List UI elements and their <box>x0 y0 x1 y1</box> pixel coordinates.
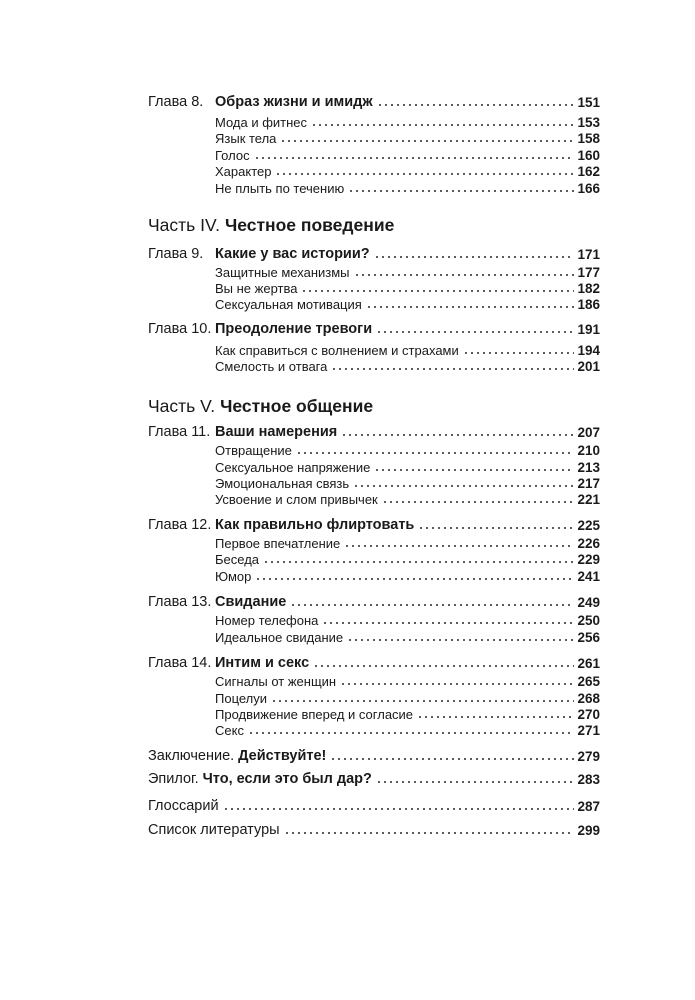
page-number: 153 <box>577 115 600 130</box>
page-number: 241 <box>577 569 600 584</box>
page-number: 249 <box>577 595 600 610</box>
toc-section-entry[interactable] <box>148 178 600 196</box>
toc-chapter-entry[interactable] <box>148 244 600 262</box>
entry-title: Свидание <box>215 594 287 610</box>
page-number: 182 <box>577 281 600 296</box>
entry-title: Сексуальное напряжение <box>215 460 371 475</box>
entry-label <box>148 798 219 814</box>
page-number: 151 <box>577 95 600 110</box>
dot-leader <box>271 700 574 702</box>
entry-label <box>148 246 370 262</box>
page-number: 265 <box>577 674 600 689</box>
dot-leader <box>417 716 574 718</box>
page-number: 256 <box>577 630 600 645</box>
entry-label <box>215 359 327 374</box>
entry-title: Сигналы от женщин <box>215 674 337 689</box>
dot-leader <box>376 781 575 783</box>
dot-leader <box>348 190 574 192</box>
toc-section-entry[interactable] <box>148 627 600 645</box>
entry-title: Вы не жертва <box>215 281 298 296</box>
toc-extra-entry[interactable] <box>148 769 600 787</box>
page-number: 207 <box>577 425 600 440</box>
page-number: 166 <box>577 181 600 196</box>
page-number: 201 <box>577 359 600 374</box>
entry-label <box>148 655 309 671</box>
entry-prefix: Глава 13. <box>148 594 212 610</box>
entry-label <box>148 517 414 533</box>
entry-title: Поцелуи <box>215 691 268 706</box>
toc-section-entry[interactable] <box>148 128 600 146</box>
entry-title: Отвращение <box>215 443 292 458</box>
page-number: 194 <box>577 343 600 358</box>
entry-prefix: Глава 11. <box>148 424 211 440</box>
dot-leader <box>311 124 574 126</box>
page-number: 287 <box>577 799 600 814</box>
entry-label <box>215 131 276 146</box>
entry-title: Защитные механизмы <box>215 265 350 280</box>
entry-title: Секс <box>215 723 244 738</box>
page-number: 213 <box>577 460 600 475</box>
toc-section-entry[interactable] <box>148 356 600 374</box>
dot-leader <box>313 665 574 667</box>
toc-chapter-entry[interactable] <box>148 422 600 440</box>
page-number: 221 <box>577 492 600 507</box>
dot-leader <box>463 352 575 354</box>
page-number: 210 <box>577 443 600 458</box>
entry-label <box>215 164 271 179</box>
toc-section-entry[interactable] <box>148 294 600 312</box>
dot-leader <box>377 104 575 106</box>
dot-leader <box>275 173 574 175</box>
entry-label <box>148 321 372 337</box>
dot-leader <box>255 578 574 580</box>
entry-title: Характер <box>215 164 272 179</box>
entry-title: Продвижение вперед и согласие <box>215 707 414 722</box>
dot-leader <box>418 527 574 529</box>
dot-leader <box>223 808 575 810</box>
entry-title: Преодоление тревоги <box>215 321 373 337</box>
toc-extra-entry[interactable] <box>148 746 600 764</box>
entry-label <box>215 630 343 645</box>
page-number: 271 <box>577 723 600 738</box>
page-number: 191 <box>577 322 600 337</box>
page-number: 217 <box>577 476 600 491</box>
dot-leader <box>353 485 574 487</box>
entry-title: Интим и секс <box>215 655 310 671</box>
dot-leader <box>341 434 574 436</box>
entry-prefix: Заключение. <box>148 748 235 764</box>
entry-title: Первое впечатление <box>215 536 341 551</box>
entry-label <box>215 552 259 567</box>
entry-label <box>148 822 280 838</box>
dot-leader <box>254 157 575 159</box>
toc-chapter-entry[interactable] <box>148 653 600 671</box>
page-number: 279 <box>577 749 600 764</box>
page-number: 261 <box>577 656 600 671</box>
page-number: 186 <box>577 297 600 312</box>
entry-title: Глоссарий <box>148 798 219 814</box>
toc-chapter-entry[interactable] <box>148 592 600 610</box>
page-number: 225 <box>577 518 600 533</box>
entry-label <box>215 443 292 458</box>
page-number: 226 <box>577 536 600 551</box>
entry-title: Действуйте! <box>238 748 327 764</box>
toc-chapter-entry[interactable] <box>148 515 600 533</box>
dot-leader <box>330 758 574 760</box>
entry-prefix: Глава 8. <box>148 94 204 110</box>
entry-title: Номер телефона <box>215 613 319 628</box>
dot-leader <box>340 683 574 685</box>
entry-title: Как правильно флиртовать <box>215 517 415 533</box>
dot-leader <box>374 256 575 258</box>
entry-prefix: Глава 10. <box>148 321 212 337</box>
entry-title: Смелость и отвага <box>215 359 328 374</box>
entry-title: Список литературы <box>148 822 280 838</box>
toc-section-entry[interactable] <box>148 440 600 458</box>
page-number: 250 <box>577 613 600 628</box>
entry-label <box>215 569 251 584</box>
entry-title: Сексуальная мотивация <box>215 297 362 312</box>
page-number: 171 <box>577 247 600 262</box>
entry-title: Голос <box>215 148 250 163</box>
toc-part-heading <box>148 212 394 236</box>
toc-chapter-entry[interactable] <box>148 92 600 110</box>
toc-plain-entry[interactable] <box>148 796 600 814</box>
entry-label <box>215 492 378 507</box>
dot-leader <box>322 622 574 624</box>
toc-section-entry[interactable] <box>148 720 600 738</box>
toc-section-entry[interactable] <box>148 610 600 628</box>
part-number: Часть V. <box>148 396 216 416</box>
page-number: 229 <box>577 552 600 567</box>
entry-title: Язык тела <box>215 131 277 146</box>
dot-leader <box>248 732 575 734</box>
dot-leader <box>354 274 575 276</box>
entry-label <box>215 613 318 628</box>
dot-leader <box>382 501 575 503</box>
toc-part-heading <box>148 393 373 417</box>
dot-leader <box>284 832 575 834</box>
entry-label <box>215 297 362 312</box>
toc-section-entry[interactable] <box>148 549 600 567</box>
part-number: Часть IV. <box>148 215 220 235</box>
dot-leader <box>296 452 575 454</box>
toc-chapter-entry[interactable] <box>148 319 600 337</box>
dot-leader <box>263 561 574 563</box>
page-number: 299 <box>577 823 600 838</box>
page-number: 177 <box>577 265 600 280</box>
entry-title: Не плыть по течению <box>215 181 345 196</box>
entry-title: Образ жизни и имидж <box>215 94 373 110</box>
entry-label <box>215 674 336 689</box>
toc-section-entry[interactable] <box>148 161 600 179</box>
entry-title: Беседа <box>215 552 260 567</box>
dot-leader <box>331 368 574 370</box>
entry-label <box>148 748 326 764</box>
entry-label <box>148 424 337 440</box>
dot-leader <box>280 140 574 142</box>
dot-leader <box>376 331 574 333</box>
entry-title: Как справиться с волнением и страхами <box>215 343 459 358</box>
entry-prefix: Глава 14. <box>148 655 212 671</box>
page-number: 268 <box>577 691 600 706</box>
entry-prefix: Глава 9. <box>148 246 204 262</box>
dot-leader <box>366 306 575 308</box>
dot-leader <box>290 604 574 606</box>
toc-section-entry[interactable] <box>148 671 600 689</box>
entry-title: Юмор <box>215 569 252 584</box>
page-number: 283 <box>577 772 600 787</box>
entry-title: Усвоение и слом привычек <box>215 492 378 507</box>
toc-plain-entry[interactable] <box>148 820 600 838</box>
entry-title: Что, если это был дар? <box>202 771 372 787</box>
part-title: Честное общение <box>220 396 374 416</box>
page-number: 160 <box>577 148 600 163</box>
entry-title: Мода и фитнес <box>215 115 308 130</box>
dot-leader <box>374 469 574 471</box>
entry-label <box>148 771 372 787</box>
dot-leader <box>301 290 574 292</box>
entry-title: Идеальное свидание <box>215 630 344 645</box>
entry-title: Ваши намерения <box>215 424 338 440</box>
page-number: 270 <box>577 707 600 722</box>
entry-prefix: Эпилог. <box>148 771 199 787</box>
page-number: 158 <box>577 131 600 146</box>
dot-leader <box>344 545 574 547</box>
toc-section-entry[interactable] <box>148 489 600 507</box>
part-title: Честное поведение <box>224 215 395 235</box>
entry-title: Эмоциональная связь <box>215 476 350 491</box>
toc-section-entry[interactable] <box>148 566 600 584</box>
dot-leader <box>347 639 574 641</box>
entry-prefix: Глава 12. <box>148 517 212 533</box>
entry-label <box>148 94 373 110</box>
page-number: 162 <box>577 164 600 179</box>
entry-title: Какие у вас истории? <box>215 246 370 262</box>
entry-label <box>215 723 244 738</box>
entry-label <box>148 594 286 610</box>
entry-label <box>215 181 344 196</box>
